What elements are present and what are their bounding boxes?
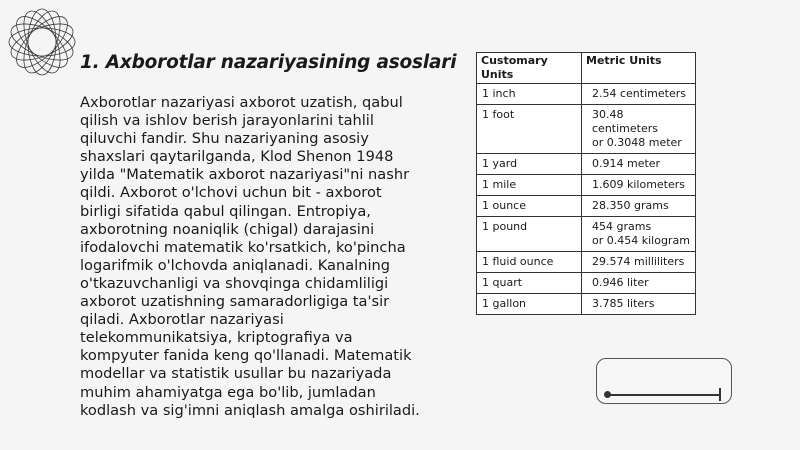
table-row bbox=[477, 294, 696, 315]
column-header-customary: Customary Units bbox=[477, 53, 582, 84]
section-heading: 1. Axborotlar nazariyasining asoslari bbox=[80, 52, 457, 73]
metric-unit-cell: 454 grams or 0.454 kilogram bbox=[582, 217, 696, 252]
customary-unit-cell: 1 mile bbox=[477, 175, 582, 196]
metric-unit-cell: 3.785 liters bbox=[582, 294, 696, 315]
body-paragraph: Axborotlar nazariyasi axborot uzatish, qabul qilish va ishlov berish jarayonlarini tahlil qiluvchi fandir. Shu nazariyaning asosiy shaxslari qaytarilganda, Klod Shenon 1948 yilda "Matematik axborot nazariyasi"ni nashr qildi. Axborot o'lchovi uchun bit - axborot birligi sifatida qabul qilingan. Entropiya, axborotning noaniqlik (chigal) darajasini ifodalovchi matematik ko'rsatkich, ko'pincha logarifmik o'lchovda aniqlanadi. Kanalning o'tkazuvchanligi va shovqinga chidamliligi axborot uzatishning samaradorligiga ta'sir qiladi. Axborotlar nazariyasi telekommunikatsiya, kriptografiya va kompyuter fanida keng qo'llanadi. Matematik modellar va statistik usullar bu nazariyada muhim ahamiyatga ega bo'lib, jumladan kodlash va sig'imni aniqlash amalga oshiriladi. bbox=[80, 94, 420, 419]
metric-unit-cell: 0.946 liter bbox=[582, 273, 696, 294]
customary-unit-cell: 1 quart bbox=[477, 273, 582, 294]
table-row bbox=[477, 154, 696, 175]
table-row bbox=[477, 84, 696, 105]
table-row bbox=[477, 273, 696, 294]
table-row bbox=[477, 217, 696, 252]
metric-unit-cell: 2.54 centimeters bbox=[582, 84, 696, 105]
table-row bbox=[477, 252, 696, 273]
slider-track[interactable] bbox=[608, 394, 720, 396]
metric-unit-cell: 0.914 meter bbox=[582, 154, 696, 175]
slider-handle[interactable] bbox=[604, 391, 611, 398]
customary-unit-cell: 1 ounce bbox=[477, 196, 582, 217]
table-body bbox=[477, 84, 696, 315]
customary-unit-cell: 1 foot bbox=[477, 105, 582, 154]
customary-unit-cell: 1 inch bbox=[477, 84, 582, 105]
table-header-row bbox=[477, 53, 696, 84]
customary-unit-cell: 1 pound bbox=[477, 217, 582, 252]
slider-end-marker bbox=[719, 388, 721, 401]
decorative-rosette-icon bbox=[4, 4, 80, 80]
table-row bbox=[477, 175, 696, 196]
table-row bbox=[477, 196, 696, 217]
column-header-metric: Metric Units bbox=[582, 53, 696, 84]
customary-unit-cell: 1 yard bbox=[477, 154, 582, 175]
slider-widget[interactable] bbox=[596, 358, 732, 404]
metric-unit-cell: 30.48 centimeters or 0.3048 meter bbox=[582, 105, 696, 154]
metric-unit-cell: 28.350 grams bbox=[582, 196, 696, 217]
customary-unit-cell: 1 fluid ounce bbox=[477, 252, 582, 273]
metric-unit-cell: 1.609 kilometers bbox=[582, 175, 696, 196]
customary-unit-cell: 1 gallon bbox=[477, 294, 582, 315]
table-row bbox=[477, 105, 696, 154]
metric-unit-cell: 29.574 milliliters bbox=[582, 252, 696, 273]
unit-conversion-table bbox=[476, 52, 696, 315]
